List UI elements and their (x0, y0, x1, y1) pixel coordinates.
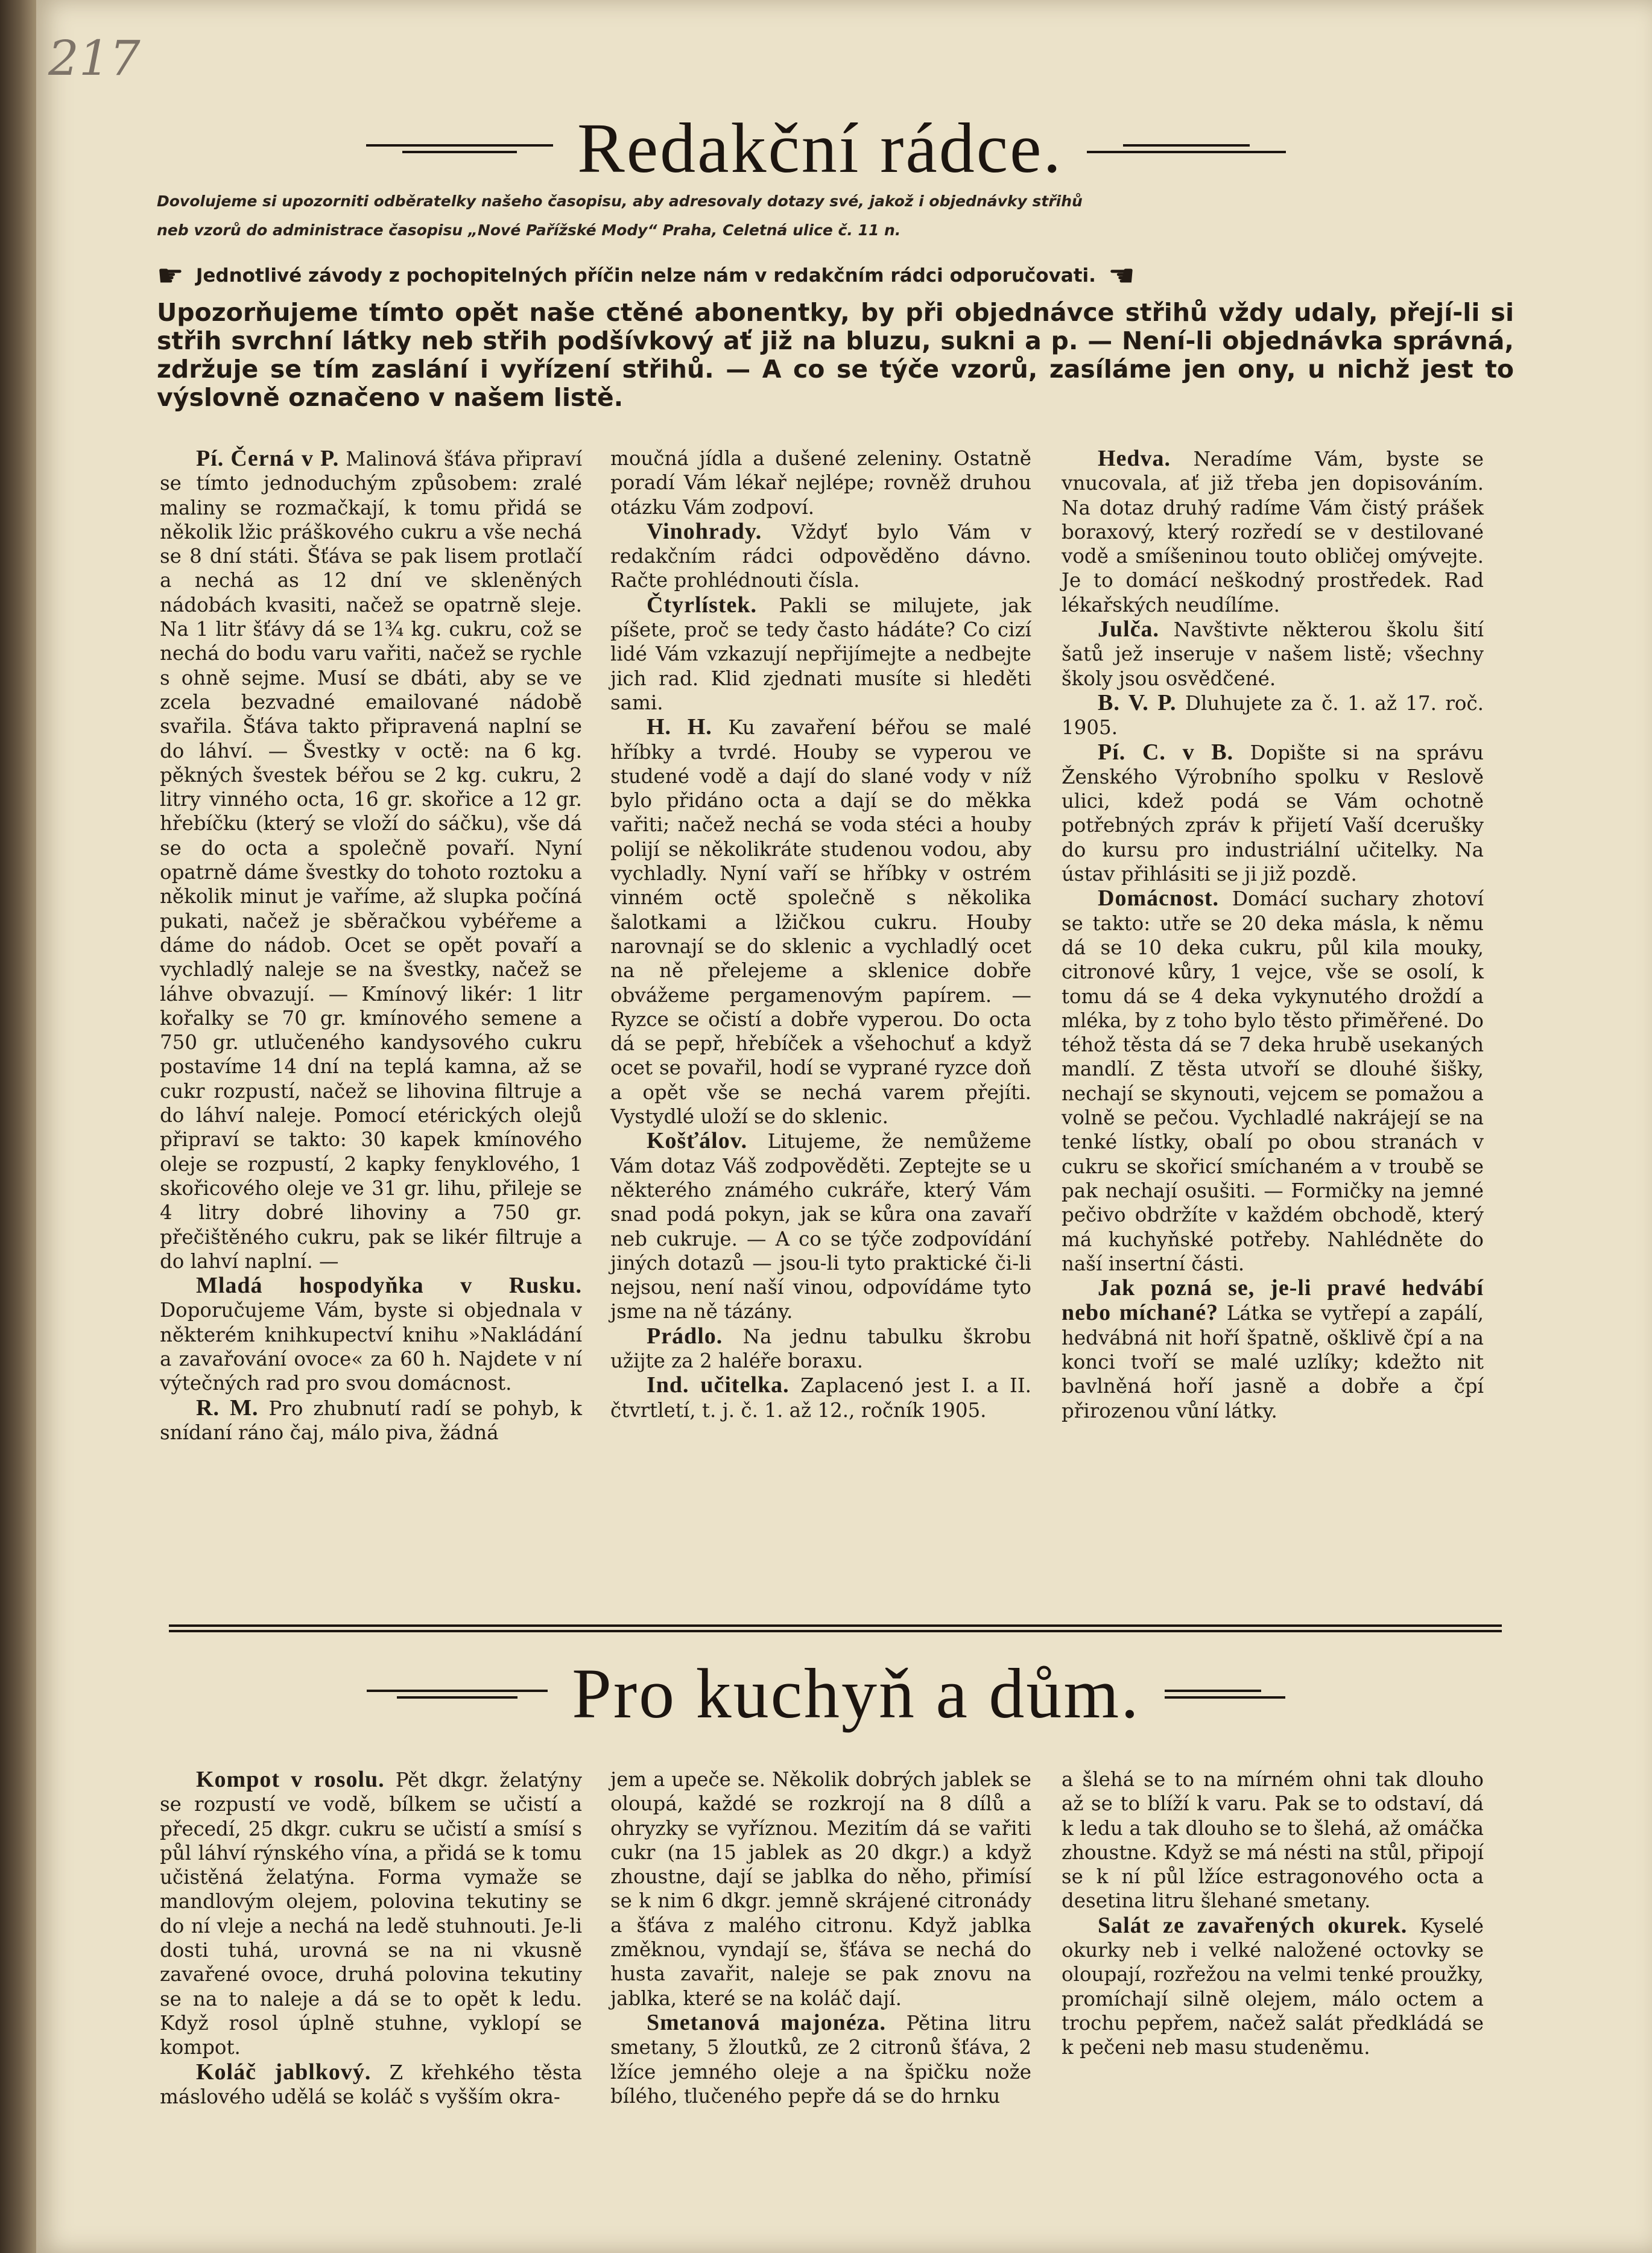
column-entry (610, 2011, 1031, 2108)
column-entry (610, 715, 1031, 1129)
warning-text: Jednotlivé závody z pochopitelných příčin nelze nám v redakčním rádci odporučovati. (195, 265, 1096, 287)
entry-text: Zaplacenó jest I. a II. čtvrtletí, t. j. č. 1. až 12., ročník 1905. (610, 1374, 1031, 1422)
entry-text: Pro zhubnutí radí se pohyb, k snídaní ráno čaj, málo piva, žádná (160, 1396, 582, 1444)
title-ornament-left (367, 1690, 548, 1699)
column-entry (1062, 446, 1484, 617)
entry-heading: Julča. (1098, 616, 1160, 642)
entry-text: Domácí suchary zhotoví se takto: utře se 20 deka másla, k němu dá se 10 deka cukru, půl kila mouky, citronové kůry, 1 vejce, vše se osolí, k tomu dá se 4 deka vykynutého droždí a mléka, by z toho bylo těsto přiměřené. Do téhož těsta dá se 7 deka hrubě usekaných mandlí. Z těsta utvoří se dlouhé šišky, nechají se skynouti, vejcem se pomažou a volně se pečou. Vychladlé nakrájejí se na tenké lístky, obalí po obou stranách v cukru se skořicí smíchaném a v troubě se pak nechají osušiti. — Formičky na jemné pečivo obdržíte v každém obchodě, který má kuchyňské potřeby. Nahlédněte do naší insertní části. (1062, 887, 1484, 1275)
column-entry (610, 1373, 1031, 1422)
entry-text: Vždyť bylo Vám v redakčním rádci odpověděno dávno. Račte prohlédnouti čísla. (610, 520, 1031, 592)
section1-title: Redakční rádce. (577, 109, 1063, 188)
section1-column-1 (160, 446, 582, 1445)
entry-heading: Smetanová majonéza. (647, 2009, 886, 2035)
entry-heading: Čtyrlístek. (647, 592, 758, 618)
entry-heading: Hedva. (1098, 446, 1171, 471)
title-ornament-left (366, 144, 553, 153)
title-ornament-right (1165, 1690, 1285, 1699)
entry-heading: Košťálov. (647, 1128, 748, 1154)
entry-text: Pětina litru smetany, 5 žloutků, ze 2 citronů šťáva, 2 lžíce jemného oleje a na špičku nože bílého, tlučeného pepře dá se do hrnku (610, 2011, 1031, 2108)
entry-text: Malinová šťáva připraví se tímto jednoduchým způsobem: zralé maliny se rozmačkají, k tomu přidá se několik lžic práškového cukru a vše nechá se 8 dní státi. Šťáva se pak lisem protlačí a nechá as 12 dní ve skleněných nádobách kvasiti, načež se opatrně sleje. Na 1 litr šťávy dá se 1¾ kg. cukru, což se nechá do bodu varu vařiti, načež se rychle s ohně sejme. Musí se dbáti, aby se ve zcela bezvadné emailované nádobě svařila. Šťáva takto připravená naplní se do láhví. — Švestky v octě: na 6 kg. pěkných švestek béřou se 2 kg. cukru, 2 litry vinného octa, 16 gr. skořice a 12 gr. hřebíčku (který se vloží do sáčku), vše dá se do octa a společně povaří. Nyní opatrně dáme švestky do tohoto roztoku a několik minut je vaříme, až slupka počíná pukati, načež je sběračkou vybéřeme a dáme do nádob. Ocet se opět povaří a vychladlý naleje se na švestky, načež se láhve obvazují. — Kmínový likér: 1 litr kořalky se 70 gr. kmínového semene a 750 gr. utlučeného kandysového cukru postavíme 14 dní na teplá kamna, až se cukr rozpustí, načež se lihovina filtruje a do láhví naleje. Pomocí etérických olejů připraví se takto: 30 kapek kmínového oleje se rozpustí, 2 kapky fenyklového, 1 skořicového oleje ve 31 gr. lihu, přileje se 4 litry dobré lihoviny a 750 gr. přečištěného cukru, pak se likér filtruje a do lahví naplní. — (160, 448, 582, 1273)
entry-text: Ku zavaření béřou se malé hříbky a tvrdé. Houby se vyperou ve studené vodě a dají do slané vody v níž bylo přidáno octa a dají se do měkka vařiti; načež nechá se voda stéci a houby polijí se několikráte studenou vodou, aby vychladly. Nyní vaří se hříbky v ostrém vinném octě společně s několika šalotkami a lžičkou cukru. Houby narovnají se do sklenic a vychladlý ocet na ně přelejeme a sklenice dobře obvážeme pergamenovým papírem. — Ryzce se očistí a dobře vyperou. Do octa dá se pepř, hřebíček a všehochuť a když ocet se povařil, hodí se vyprané ryzce doň a opět vše se nechá varem přejíti. Vystydlé uloží se do sklenic. (610, 716, 1031, 1129)
column-entry (1062, 1276, 1484, 1423)
entry-heading: H. H. (647, 714, 712, 740)
column-entry (1062, 1913, 1484, 2060)
column-entry (1062, 691, 1484, 740)
section2-header (0, 1653, 1652, 1735)
column-entry (610, 1767, 1031, 2011)
column-entry (1062, 740, 1484, 887)
entry-text: Látka se vytřepí a zapálí, hedvábná nit hoří špatně, ošklivě čpí a na konci tvoří se malé uzlíky; kdežto nit bavlněná hoří jasně a dobře a čpí přirozenou vůní látky. (1062, 1302, 1484, 1422)
entry-text: Litujeme, že nemůžeme Vám dotaz Váš zodpověděti. Zeptejte se u některého známého cukráře, který Vám snad podá pokyn, jak se kůra ona zavaří neb cukruje. — A co se týče zodpovídání jiných dotazů — jsou-li tyto praktické či-li nejsou, není naší vinou, odpovídáme tyto jsme na ně tázány. (610, 1130, 1031, 1323)
column-entry (160, 2060, 582, 2109)
notice-line-2: neb vzorů do administrace časopisu „Nové Pařížské Mody“ Praha, Celetná ulice č. 11 n. (157, 221, 901, 239)
column-entry (160, 1767, 582, 2060)
warning-row (157, 258, 1508, 293)
entry-heading: Salát ze zavařených okurek. (1098, 1912, 1408, 1938)
column-entry (610, 1129, 1031, 1323)
entry-text: Navštivte některou školu šití šatů jež inseruje v našem listě; všechny školy jsou osvědčené. (1062, 618, 1484, 690)
section1-column-3 (1062, 446, 1484, 1423)
notice-line-1: Dovolujeme si upozorniti odběratelky našeho časopisu, aby adresovaly dotazy své, jakož i objednávky střihů (157, 192, 1083, 210)
entry-heading: Pí. C. v B. (1098, 739, 1234, 765)
column-entry (160, 1273, 582, 1395)
entry-text: Neradíme Vám, byste se vnucovala, ať již třeba jen dopisováním. Na dotaz druhý radíme Vám čistý prášek boraxový, který rozředí se v destilované vodě a smíšeninou touto obličej omývejte. Je to domácí neškodný prostředek. Rad lékařských neudílíme. (1062, 448, 1484, 616)
entry-text: Dluhujete za č. 1. až 17. roč. 1905. (1062, 691, 1484, 740)
entry-text: moučná jídla a dušené zeleniny. Ostatně poradí Vám lékař nejlépe; rovněž druhou otázku Vám zodpoví. (610, 447, 1031, 519)
entry-heading: B. V. P. (1098, 689, 1177, 715)
subscriber-notice: Upozorňujeme tímto opět naše ctěné abonentky, by při objednávce střihů vždy udaly, přejí-li si střih svrchní látky neb střih podšívkový ať již na bluzu, sukni a p. — Není-li objednávka správná, zdržuje se tím zaslání i vyřízení střihů. — A co se týče vzorů, zasíláme jen ony, u nichž jest to výslovně označeno v našem listě. (157, 298, 1514, 412)
section1-column-2 (610, 446, 1031, 1422)
entry-heading: Prádlo. (647, 1323, 723, 1349)
section-divider (169, 1624, 1502, 1635)
pointing-hand-icon: ☛ (1107, 258, 1135, 293)
entry-heading: Ind. učitelka. (647, 1372, 790, 1398)
entry-heading: Domácnost. (1098, 886, 1220, 911)
section2-title: Pro kuchyň a dům. (572, 1654, 1141, 1733)
entry-heading: Kompot v rosolu. (196, 1767, 385, 1792)
entry-heading: Mladá hospodyňka v Rusku. (196, 1273, 582, 1299)
entry-text: Doporučujeme Vám, byste si objednala v některém knihkupectví knihu »Nakládání a zavařování ovoce« za 60 h. Najdete v ní výtečných rad pro svou domácnost. (160, 1299, 582, 1395)
entry-text: Z křehkého těsta máslového udělá se koláč s vyšším okra- (160, 2061, 582, 2108)
column-entry (1062, 886, 1484, 1276)
entry-text: Kyselé okurky neb i velké naložené octovky se oloupají, rozřežou na velmi tenké proužky, promíchají silně olejem, málo octem a trochu pepřem, načež salát předkládá se k pečeni neb masu studeněmu. (1062, 1914, 1484, 2059)
book-spine (0, 0, 36, 2253)
entry-text: Na jednu tabulku škrobu užijte za 2 haléře boraxu. (610, 1325, 1031, 1372)
entry-text: Pět dkgr. želatýny se rozpustí ve vodě, bílkem se učistí a přecedí, 25 dkgr. cukru se učistí a smísí s půl láhví rýnského vína, a přidá se k tomu učistěná želatýna. Forma vymaže se mandlovým olejem, polovina tekutiny se do ní vleje a nechá na ledě stuhnouti. Je-li dosti tuhá, urovná se na ni vkusně zavařené ovoce, druhá polovina tekutiny se na to naleje a dá se to opět k ledu. Když rosol úplně stuhne, vyklopí se kompot. (160, 1769, 582, 2059)
handwritten-page-number: 217 (48, 30, 141, 86)
column-entry (610, 519, 1031, 593)
entry-text: Dopište si na správu Ženského Výrobního spolku v Reslově ulici, kdež podá se Vám ochotně potřebných zpráv k přijetí Vaší dcerušky do kursu pro industriální učitelky. Na ústav přihlásiti se ji již pozdě. (1062, 741, 1484, 886)
column-entry (160, 1396, 582, 1445)
entry-text: jem a upeče se. Několik dobrých jablek se oloupá, každé se rozkrojí na 8 dílů a ohryzky se vyříznou. Mezitím dá se vařiti cukr (na 15 jablek as 20 dkgr.) a když zhoustne, dají se jablka do něho, přimísí se k nim 6 dkgr. jemně skrájené citronády a šťáva z malého citronu. Když jablka změknou, vyndají se, šťáva se nechá do husta zavařit, naleje se pak znovu na jablka, které se na koláč dají. (610, 1768, 1031, 2010)
entry-heading: Koláč jablkový. (196, 2059, 372, 2085)
pointing-hand-icon: ☛ (157, 258, 184, 293)
entry-heading: Pí. Černá v P. (196, 446, 340, 471)
entry-heading: R. M. (196, 1395, 259, 1421)
column-entry (610, 1324, 1031, 1374)
column-entry (1062, 617, 1484, 691)
section2-column-3 (1062, 1767, 1484, 2060)
section1-header (0, 107, 1652, 189)
entry-text: a šlehá se to na mírném ohni tak dlouho až se to blíží k varu. Pak se to odstaví, dá k ledu a tak dlouho se to šlehá, až omáčka zhoustne. Když se má nésti na stůl, připojí se k ní půl lžíce estragonového octa a desetina litru šlehané smetany. (1062, 1768, 1484, 1913)
section2-column-2 (610, 1767, 1031, 2108)
column-entry (1062, 1767, 1484, 1913)
column-entry (610, 446, 1031, 519)
column-entry (160, 446, 582, 1273)
section2-column-1 (160, 1767, 582, 2109)
title-ornament-right (1087, 144, 1286, 153)
entry-text: Pakli se milujete, jak píšete, proč se tedy často hádáte? Co cizí lidé Vám vzkazují nepřijímejte a nedbejte jich rad. Klid zjednati musíte si hleděti sami. (610, 594, 1031, 714)
column-entry (610, 593, 1031, 715)
entry-heading: Jak pozná se, je-li pravé hedvábí nebo míchané? (1062, 1275, 1484, 1326)
entry-heading: Vinohrady. (647, 518, 762, 544)
